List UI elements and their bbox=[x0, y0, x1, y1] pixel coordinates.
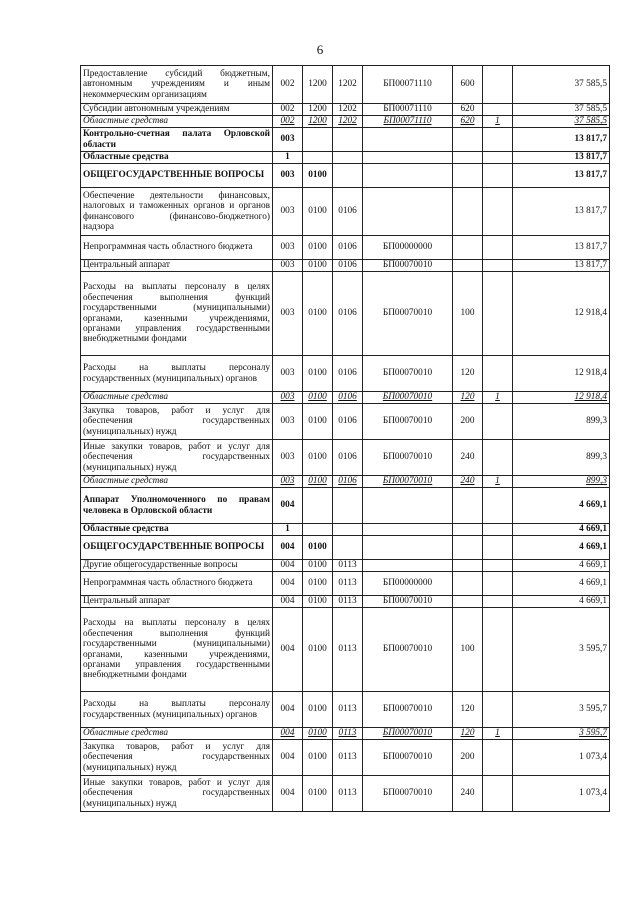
cell-section: 0100 bbox=[303, 596, 333, 608]
cell-subsection: 0106 bbox=[333, 260, 363, 272]
cell-funding-source bbox=[483, 776, 513, 812]
cell-target-article: БП00070010 bbox=[363, 728, 453, 740]
cell-expense-type bbox=[453, 560, 483, 572]
cell-subsection bbox=[333, 128, 363, 152]
cell-section: 0100 bbox=[303, 728, 333, 740]
cell-expense-type: 240 bbox=[453, 476, 483, 488]
cell-section: 0100 bbox=[303, 608, 333, 692]
cell-subsection: 0106 bbox=[333, 476, 363, 488]
cell-target-article: БП00071110 bbox=[363, 116, 453, 128]
cell-name: Субсидии автономным учреждениям bbox=[81, 104, 273, 116]
cell-expense-type: 240 bbox=[453, 776, 483, 812]
cell-ministry-code: 003 bbox=[273, 356, 303, 392]
cell-name: Областные средства bbox=[81, 524, 273, 536]
table-row bbox=[81, 596, 610, 608]
cell-expense-type bbox=[453, 188, 483, 236]
cell-amount: 3 595,7 bbox=[513, 608, 610, 692]
cell-funding-source bbox=[483, 740, 513, 776]
table-row bbox=[81, 776, 610, 812]
cell-expense-type bbox=[453, 128, 483, 152]
table-row bbox=[81, 116, 610, 128]
cell-expense-type: 600 bbox=[453, 66, 483, 104]
cell-name: Областные средства bbox=[81, 152, 273, 164]
cell-name: Непрограммная часть областного бюджета bbox=[81, 572, 273, 596]
cell-subsection: 1202 bbox=[333, 104, 363, 116]
cell-amount: 4 669,1 bbox=[513, 524, 610, 536]
cell-ministry-code: 004 bbox=[273, 560, 303, 572]
cell-subsection bbox=[333, 536, 363, 560]
cell-section bbox=[303, 524, 333, 536]
cell-amount: 12 918,4 bbox=[513, 272, 610, 356]
cell-target-article: БП00070010 bbox=[363, 272, 453, 356]
cell-name: Закупка товаров, работ и услуг для обеспечения государственных (муниципальных) нужд bbox=[81, 404, 273, 440]
cell-subsection: 1202 bbox=[333, 66, 363, 104]
table-row bbox=[81, 188, 610, 236]
table-row bbox=[81, 404, 610, 440]
cell-name: Иные закупки товаров, работ и услуг для обеспечения государственных (муниципальных) нужд bbox=[81, 776, 273, 812]
cell-section: 0100 bbox=[303, 188, 333, 236]
cell-ministry-code: 004 bbox=[273, 608, 303, 692]
cell-target-article: БП00070010 bbox=[363, 356, 453, 392]
cell-subsection: 0106 bbox=[333, 404, 363, 440]
table-row bbox=[81, 488, 610, 524]
cell-section: 0100 bbox=[303, 572, 333, 596]
cell-section: 1200 bbox=[303, 66, 333, 104]
cell-target-article: БП00070010 bbox=[363, 476, 453, 488]
cell-funding-source bbox=[483, 104, 513, 116]
cell-subsection: 0106 bbox=[333, 236, 363, 260]
cell-funding-source bbox=[483, 536, 513, 560]
cell-expense-type bbox=[453, 596, 483, 608]
cell-expense-type bbox=[453, 260, 483, 272]
cell-target-article: БП00071110 bbox=[363, 66, 453, 104]
cell-funding-source bbox=[483, 692, 513, 728]
cell-ministry-code: 003 bbox=[273, 188, 303, 236]
cell-expense-type bbox=[453, 536, 483, 560]
cell-subsection: 0113 bbox=[333, 740, 363, 776]
cell-amount: 13 817,7 bbox=[513, 152, 610, 164]
cell-funding-source bbox=[483, 164, 513, 188]
cell-section: 0100 bbox=[303, 536, 333, 560]
cell-ministry-code: 003 bbox=[273, 404, 303, 440]
cell-amount: 13 817,7 bbox=[513, 236, 610, 260]
cell-expense-type bbox=[453, 488, 483, 524]
cell-name: Обеспечение деятельности финансовых, налоговых и таможенных органов и органов финансового (финансово-бюджетного) надзора bbox=[81, 188, 273, 236]
cell-amount: 899,3 bbox=[513, 440, 610, 476]
cell-section: 0100 bbox=[303, 560, 333, 572]
cell-subsection: 0113 bbox=[333, 560, 363, 572]
cell-subsection: 1202 bbox=[333, 116, 363, 128]
cell-amount: 899,3 bbox=[513, 404, 610, 440]
cell-subsection: 0106 bbox=[333, 356, 363, 392]
table-row bbox=[81, 104, 610, 116]
cell-amount: 1 073,4 bbox=[513, 740, 610, 776]
cell-target-article: БП00070010 bbox=[363, 260, 453, 272]
table-row bbox=[81, 572, 610, 596]
cell-funding-source bbox=[483, 440, 513, 476]
cell-target-article bbox=[363, 164, 453, 188]
cell-funding-source bbox=[483, 236, 513, 260]
cell-funding-source bbox=[483, 524, 513, 536]
cell-target-article: БП00000000 bbox=[363, 236, 453, 260]
cell-expense-type: 100 bbox=[453, 272, 483, 356]
cell-section: 0100 bbox=[303, 404, 333, 440]
cell-funding-source bbox=[483, 260, 513, 272]
cell-ministry-code: 1 bbox=[273, 524, 303, 536]
cell-expense-type: 620 bbox=[453, 116, 483, 128]
cell-name: Аппарат Уполномоченного по правам человека в Орловской области bbox=[81, 488, 273, 524]
cell-subsection bbox=[333, 164, 363, 188]
cell-target-article: БП00070010 bbox=[363, 776, 453, 812]
cell-funding-source bbox=[483, 128, 513, 152]
cell-target-article: БП00070010 bbox=[363, 692, 453, 728]
cell-section: 0100 bbox=[303, 272, 333, 356]
cell-ministry-code: 004 bbox=[273, 740, 303, 776]
cell-section: 0100 bbox=[303, 776, 333, 812]
cell-name: Другие общегосударственные вопросы bbox=[81, 560, 273, 572]
cell-name: Областные средства bbox=[81, 392, 273, 404]
table-row bbox=[81, 152, 610, 164]
cell-target-article: БП00070010 bbox=[363, 596, 453, 608]
cell-name: ОБЩЕГОСУДАРСТВЕННЫЕ ВОПРОСЫ bbox=[81, 164, 273, 188]
cell-amount: 4 669,1 bbox=[513, 572, 610, 596]
cell-funding-source: 1 bbox=[483, 476, 513, 488]
cell-subsection: 0113 bbox=[333, 776, 363, 812]
cell-target-article bbox=[363, 560, 453, 572]
cell-expense-type: 120 bbox=[453, 356, 483, 392]
cell-ministry-code: 004 bbox=[273, 596, 303, 608]
cell-subsection: 0113 bbox=[333, 728, 363, 740]
cell-section: 0100 bbox=[303, 236, 333, 260]
cell-funding-source: 1 bbox=[483, 392, 513, 404]
table-row bbox=[81, 236, 610, 260]
cell-ministry-code: 004 bbox=[273, 692, 303, 728]
cell-section: 0100 bbox=[303, 740, 333, 776]
page-number: 6 bbox=[316, 42, 324, 57]
cell-funding-source bbox=[483, 272, 513, 356]
cell-amount: 12 918,4 bbox=[513, 392, 610, 404]
cell-name: Расходы на выплаты персоналу государственных (муниципальных) органов bbox=[81, 692, 273, 728]
cell-ministry-code: 002 bbox=[273, 104, 303, 116]
cell-amount: 37 585,5 bbox=[513, 66, 610, 104]
table-row bbox=[81, 164, 610, 188]
cell-funding-source bbox=[483, 404, 513, 440]
cell-expense-type: 120 bbox=[453, 692, 483, 728]
cell-expense-type: 200 bbox=[453, 740, 483, 776]
cell-ministry-code: 004 bbox=[273, 572, 303, 596]
table-row bbox=[81, 260, 610, 272]
cell-ministry-code: 002 bbox=[273, 66, 303, 104]
cell-name: Расходы на выплаты персоналу в целях обеспечения выполнения функций государственными (муниципальными) органами, казенными учреждениями, органами управления государственными внебюджетными фондами bbox=[81, 608, 273, 692]
cell-funding-source bbox=[483, 188, 513, 236]
table-row bbox=[81, 536, 610, 560]
cell-name: Закупка товаров, работ и услуг для обеспечения государственных (муниципальных) нужд bbox=[81, 740, 273, 776]
cell-expense-type bbox=[453, 572, 483, 596]
cell-amount: 4 669,1 bbox=[513, 536, 610, 560]
cell-amount: 13 817,7 bbox=[513, 164, 610, 188]
cell-expense-type: 200 bbox=[453, 404, 483, 440]
table-row bbox=[81, 392, 610, 404]
cell-ministry-code: 004 bbox=[273, 728, 303, 740]
cell-amount: 4 669,1 bbox=[513, 560, 610, 572]
cell-name: Контрольно-счетная палата Орловской области bbox=[81, 128, 273, 152]
cell-ministry-code: 003 bbox=[273, 236, 303, 260]
cell-subsection: 0113 bbox=[333, 608, 363, 692]
cell-funding-source bbox=[483, 488, 513, 524]
cell-amount: 899,3 bbox=[513, 476, 610, 488]
cell-target-article bbox=[363, 536, 453, 560]
cell-target-article: БП00071110 bbox=[363, 104, 453, 116]
cell-ministry-code: 004 bbox=[273, 536, 303, 560]
cell-subsection: 0106 bbox=[333, 188, 363, 236]
cell-target-article: БП00070010 bbox=[363, 404, 453, 440]
cell-name: Иные закупки товаров, работ и услуг для обеспечения государственных (муниципальных) нужд bbox=[81, 440, 273, 476]
cell-amount: 4 669,1 bbox=[513, 488, 610, 524]
cell-amount: 13 817,7 bbox=[513, 128, 610, 152]
cell-target-article: БП00070010 bbox=[363, 608, 453, 692]
cell-target-article bbox=[363, 188, 453, 236]
cell-name: ОБЩЕГОСУДАРСТВЕННЫЕ ВОПРОСЫ bbox=[81, 536, 273, 560]
cell-funding-source bbox=[483, 356, 513, 392]
cell-name: Центральный аппарат bbox=[81, 596, 273, 608]
cell-funding-source bbox=[483, 608, 513, 692]
budget-table bbox=[80, 65, 610, 812]
cell-section: 0100 bbox=[303, 392, 333, 404]
cell-name: Областные средства bbox=[81, 116, 273, 128]
cell-expense-type bbox=[453, 164, 483, 188]
cell-funding-source bbox=[483, 572, 513, 596]
table-row bbox=[81, 560, 610, 572]
cell-expense-type bbox=[453, 524, 483, 536]
cell-amount: 13 817,7 bbox=[513, 188, 610, 236]
cell-subsection bbox=[333, 524, 363, 536]
cell-expense-type: 120 bbox=[453, 392, 483, 404]
cell-amount: 37 585,5 bbox=[513, 104, 610, 116]
cell-name: Расходы на выплаты персоналу государственных (муниципальных) органов bbox=[81, 356, 273, 392]
cell-amount: 12 918,4 bbox=[513, 356, 610, 392]
cell-subsection: 0113 bbox=[333, 692, 363, 728]
cell-section bbox=[303, 152, 333, 164]
cell-section: 0100 bbox=[303, 164, 333, 188]
cell-name: Областные средства bbox=[81, 728, 273, 740]
table-row bbox=[81, 740, 610, 776]
cell-name: Центральный аппарат bbox=[81, 260, 273, 272]
cell-expense-type: 120 bbox=[453, 728, 483, 740]
cell-ministry-code: 1 bbox=[273, 152, 303, 164]
cell-section bbox=[303, 128, 333, 152]
cell-amount: 4 669,1 bbox=[513, 596, 610, 608]
cell-subsection bbox=[333, 152, 363, 164]
cell-funding-source bbox=[483, 560, 513, 572]
cell-expense-type: 100 bbox=[453, 608, 483, 692]
cell-subsection bbox=[333, 488, 363, 524]
cell-funding-source: 1 bbox=[483, 116, 513, 128]
cell-subsection: 0106 bbox=[333, 392, 363, 404]
cell-ministry-code: 003 bbox=[273, 392, 303, 404]
cell-ministry-code: 003 bbox=[273, 260, 303, 272]
cell-target-article bbox=[363, 488, 453, 524]
table-row bbox=[81, 356, 610, 392]
cell-subsection: 0113 bbox=[333, 572, 363, 596]
cell-ministry-code: 002 bbox=[273, 116, 303, 128]
table-row bbox=[81, 728, 610, 740]
cell-subsection: 0113 bbox=[333, 596, 363, 608]
cell-target-article: БП00070010 bbox=[363, 440, 453, 476]
cell-ministry-code: 003 bbox=[273, 476, 303, 488]
table-row bbox=[81, 128, 610, 152]
cell-expense-type bbox=[453, 236, 483, 260]
cell-amount: 37 585,5 bbox=[513, 116, 610, 128]
cell-target-article bbox=[363, 128, 453, 152]
table-row bbox=[81, 440, 610, 476]
cell-subsection: 0106 bbox=[333, 272, 363, 356]
cell-amount: 13 817,7 bbox=[513, 260, 610, 272]
table-row bbox=[81, 524, 610, 536]
table-row bbox=[81, 476, 610, 488]
cell-section: 0100 bbox=[303, 260, 333, 272]
cell-subsection: 0106 bbox=[333, 440, 363, 476]
cell-name: Непрограммная часть областного бюджета bbox=[81, 236, 273, 260]
cell-ministry-code: 004 bbox=[273, 776, 303, 812]
cell-expense-type bbox=[453, 152, 483, 164]
cell-funding-source bbox=[483, 66, 513, 104]
cell-section: 0100 bbox=[303, 476, 333, 488]
cell-target-article bbox=[363, 524, 453, 536]
cell-amount: 3 595,7 bbox=[513, 728, 610, 740]
cell-section: 0100 bbox=[303, 356, 333, 392]
cell-target-article: БП00070010 bbox=[363, 740, 453, 776]
cell-funding-source: 1 bbox=[483, 728, 513, 740]
cell-section bbox=[303, 488, 333, 524]
table-row bbox=[81, 608, 610, 692]
cell-name: Областные средства bbox=[81, 476, 273, 488]
cell-expense-type: 620 bbox=[453, 104, 483, 116]
cell-amount: 3 595,7 bbox=[513, 692, 610, 728]
cell-name: Предоставление субсидий бюджетным, автономным учреждениям и иным некоммерческим организациям bbox=[81, 66, 273, 104]
cell-ministry-code: 003 bbox=[273, 128, 303, 152]
cell-target-article: БП00070010 bbox=[363, 392, 453, 404]
cell-target-article: БП00000000 bbox=[363, 572, 453, 596]
cell-section: 1200 bbox=[303, 104, 333, 116]
cell-section: 0100 bbox=[303, 440, 333, 476]
table-row bbox=[81, 272, 610, 356]
cell-target-article bbox=[363, 152, 453, 164]
cell-amount: 1 073,4 bbox=[513, 776, 610, 812]
cell-ministry-code: 003 bbox=[273, 164, 303, 188]
cell-name: Расходы на выплаты персоналу в целях обеспечения выполнения функций государственными (муниципальными) органами, казенными учреждениями, органами управления государственными внебюджетными фондами bbox=[81, 272, 273, 356]
cell-ministry-code: 003 bbox=[273, 440, 303, 476]
cell-funding-source bbox=[483, 596, 513, 608]
cell-section: 0100 bbox=[303, 692, 333, 728]
cell-ministry-code: 003 bbox=[273, 272, 303, 356]
cell-ministry-code: 004 bbox=[273, 488, 303, 524]
cell-expense-type: 240 bbox=[453, 440, 483, 476]
cell-funding-source bbox=[483, 152, 513, 164]
cell-section: 1200 bbox=[303, 116, 333, 128]
table-row bbox=[81, 692, 610, 728]
table-row bbox=[81, 66, 610, 104]
